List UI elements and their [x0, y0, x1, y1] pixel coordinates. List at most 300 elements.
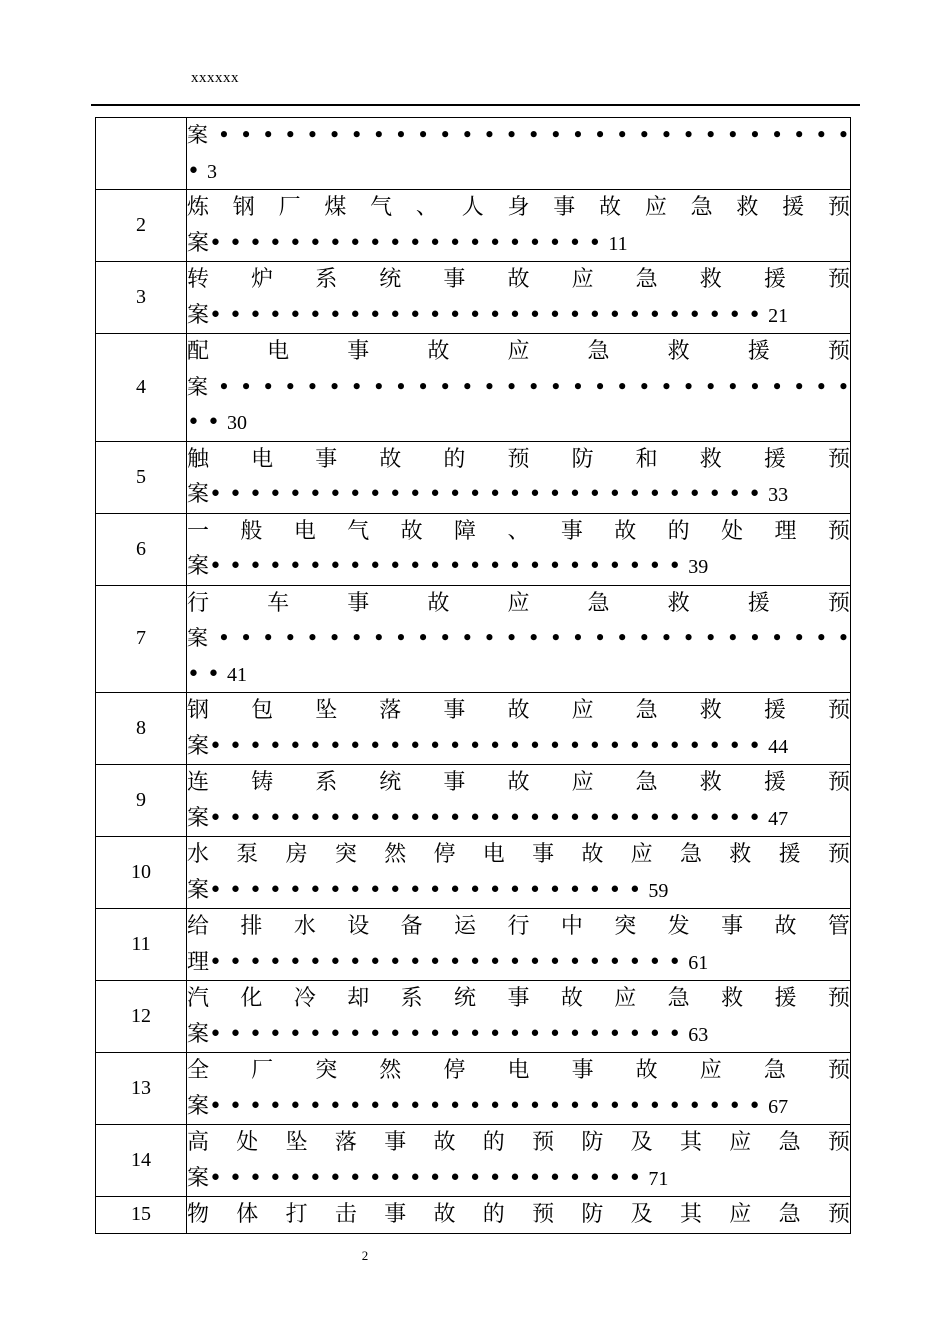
toc-glyph: 应 [571, 698, 594, 723]
toc-glyph: 高 [187, 1130, 210, 1155]
toc-entry-line [187, 765, 850, 801]
toc-glyph: 应 [729, 1130, 752, 1155]
toc-glyph: • [770, 626, 784, 650]
toc-entry-line [187, 442, 850, 478]
toc-glyph: 系 [315, 770, 338, 795]
toc-glyph: 炉 [251, 267, 274, 292]
toc-page-ref: 3 [206, 160, 217, 183]
toc-page-ref: 67 [768, 1095, 789, 1118]
toc-glyph: 预 [827, 339, 850, 364]
toc-glyph: 事 [571, 1058, 594, 1083]
toc-entry-line [187, 477, 850, 513]
toc-glyph: 故 [507, 267, 530, 292]
toc-glyph: • [549, 626, 562, 650]
toc-glyph: 急 [763, 1058, 786, 1083]
toc-row-number: 11 [96, 909, 187, 981]
toc-glyph: 故 [599, 195, 622, 220]
toc-glyph: • [261, 626, 275, 650]
toc-glyph: 事 [443, 770, 466, 795]
toc-entry-line [187, 1017, 850, 1053]
toc-glyph: • [394, 123, 408, 147]
toc-glyph: 人 [461, 195, 484, 220]
toc-glyph: 救 [721, 986, 744, 1011]
toc-glyph: • [394, 626, 408, 650]
toc-glyph: 应 [571, 267, 594, 292]
toc-glyph: 预 [827, 518, 850, 544]
toc-glyph: 一 [187, 518, 210, 544]
toc-entry [187, 190, 851, 262]
toc-glyph: 事 [384, 1202, 407, 1227]
toc-glyph: 障 [454, 518, 477, 544]
toc-entry [187, 765, 851, 837]
toc-glyph: 突 [315, 1058, 338, 1083]
toc-glyph: • [306, 123, 319, 147]
toc-glyph: 急 [667, 986, 690, 1011]
toc-glyph: • [527, 123, 540, 147]
toc-glyph: 包 [251, 698, 274, 723]
toc-glyph: 急 [587, 590, 610, 616]
toc-row-number: 3 [96, 262, 187, 334]
toc-glyph: 击 [334, 1202, 357, 1227]
toc-entry-line [187, 801, 850, 837]
toc-glyph: 冷 [293, 986, 316, 1011]
toc-entry-line [187, 154, 850, 190]
toc-glyph: • [770, 123, 784, 147]
toc-glyph: 事 [721, 914, 744, 939]
toc-glyph: • [615, 374, 629, 399]
toc-glyph: • [284, 626, 297, 650]
toc-glyph: • [549, 374, 562, 399]
toc-glyph: 援 [747, 590, 770, 616]
toc-entry-line [187, 1197, 850, 1233]
toc-glyph: 援 [763, 267, 786, 292]
toc-glyph: 泵 [236, 842, 259, 867]
toc-glyph: 然 [379, 1058, 402, 1083]
toc-entry-line [187, 1089, 850, 1125]
toc-glyph: • [815, 123, 828, 147]
toc-glyph: 发 [667, 914, 690, 939]
toc-glyph: 炼 [187, 195, 210, 220]
toc-row-number: 7 [96, 585, 187, 693]
toc-glyph: • [815, 626, 828, 650]
toc-entry-line [187, 909, 850, 945]
toc-glyph: 化 [240, 986, 263, 1011]
toc-glyph: 救 [699, 446, 722, 472]
toc-glyph: • [682, 374, 695, 399]
toc-glyph: 厂 [251, 1058, 274, 1083]
toc-glyph: 其 [679, 1130, 702, 1155]
toc-glyph: 统 [379, 770, 402, 795]
toc-glyph: 的 [482, 1130, 505, 1155]
toc-page-ref: 71 [648, 1167, 669, 1190]
toc-glyph: 坠 [285, 1130, 308, 1155]
toc-glyph: • [217, 374, 231, 399]
toc-glyph: • [837, 374, 850, 399]
toc-glyph: 系 [315, 267, 338, 292]
toc-glyph: 预 [827, 590, 850, 616]
toc-row-number: 4 [96, 334, 187, 442]
toc-glyph: 急 [635, 770, 658, 795]
toc-glyph: 铸 [251, 770, 274, 795]
toc-glyph: 中 [560, 914, 583, 939]
toc-glyph: 救 [667, 590, 690, 616]
toc-leader: 案• • • • • • • • • • • • • • • • • • • • • • • • • • • • [187, 482, 769, 507]
toc-glyph: 配 [187, 339, 210, 364]
toc-glyph: 急 [778, 1130, 801, 1155]
toc-leader: 案• • • • • • • • • • • • • • • • • • • • [187, 230, 609, 256]
toc-table [95, 117, 851, 1234]
toc-entry [187, 1053, 851, 1125]
toc-glyph: • [571, 626, 585, 650]
toc-glyph: 的 [667, 518, 690, 544]
toc-page-ref: 44 [768, 735, 789, 758]
toc-row-number [96, 118, 187, 190]
toc-leader: 案• • • • • • • • • • • • • • • • • • • • • • • • • • • • [187, 1093, 769, 1119]
toc-glyph: • [328, 123, 341, 147]
toc-entry-line [187, 190, 850, 226]
toc-row [96, 837, 851, 909]
toc-glyph: 故 [507, 698, 530, 723]
toc-glyph: 预 [827, 986, 850, 1011]
toc-glyph: • [615, 626, 629, 650]
toc-leader: 案• • • • • • • • • • • • • • • • • • • • • • • • • • • • [187, 805, 769, 831]
toc-glyph: • [748, 123, 762, 147]
toc-glyph: 援 [763, 446, 786, 472]
toc-row-number: 14 [96, 1125, 187, 1197]
toc-glyph: 及 [630, 1202, 653, 1227]
toc-glyph: 运 [454, 914, 477, 939]
toc-entry-line [187, 226, 850, 262]
toc-glyph: • [261, 123, 275, 147]
toc-entry-line [187, 405, 850, 441]
toc-entry-line [187, 1125, 850, 1161]
toc-glyph: 备 [400, 914, 423, 939]
toc-glyph: • [682, 123, 695, 147]
toc-glyph: 故 [581, 842, 604, 867]
toc-entry-line [187, 837, 850, 873]
toc-glyph: • [660, 374, 673, 399]
toc-glyph: 钢 [232, 195, 255, 220]
toc-glyph: • [748, 626, 762, 650]
toc-entry-line [187, 621, 850, 657]
toc-glyph: 和 [635, 446, 658, 472]
toc-glyph: • [239, 374, 253, 399]
toc-row [96, 190, 851, 262]
toc-glyph: 水 [187, 842, 210, 867]
toc-row-number: 6 [96, 513, 187, 585]
toc-glyph: 行 [507, 914, 530, 939]
toc-glyph: 预 [532, 1202, 555, 1227]
toc-row [96, 1053, 851, 1125]
toc-glyph: 电 [293, 518, 316, 544]
toc-entry-line [187, 514, 850, 550]
toc-glyph: 电 [267, 339, 290, 364]
toc-row-number: 9 [96, 765, 187, 837]
toc-glyph: • [461, 123, 474, 147]
toc-glyph: 却 [347, 986, 370, 1011]
toc-glyph: 救 [729, 842, 752, 867]
toc-glyph: • [704, 374, 717, 399]
toc-page-ref: 63 [688, 1023, 709, 1046]
toc-glyph: • [328, 626, 341, 650]
toc-glyph: 电 [251, 446, 274, 472]
toc-glyph: • [615, 123, 629, 147]
toc-entry-line [187, 693, 850, 729]
toc-glyph: • [438, 123, 452, 147]
toc-glyph: 事 [553, 195, 576, 220]
toc-glyph: • [815, 374, 828, 399]
toc-glyph: 打 [285, 1202, 308, 1227]
toc-glyph: 车 [267, 590, 290, 616]
toc-entry-line [187, 945, 850, 981]
toc-glyph: • [593, 374, 607, 399]
toc-glyph: • [527, 626, 540, 650]
toc-entry-line [187, 1053, 850, 1089]
toc-leader: • • [187, 661, 227, 687]
toc-leader: • [187, 158, 207, 184]
toc-entry-line [187, 657, 850, 693]
toc-glyph: • [792, 626, 806, 650]
toc-glyph: 预 [827, 446, 850, 472]
toc-leader: • • [187, 410, 227, 435]
toc-row [96, 334, 851, 442]
toc-glyph: 案 [187, 123, 208, 147]
toc-glyph: 故 [400, 518, 423, 544]
toc-row-number: 5 [96, 441, 187, 513]
toc-glyph: 应 [507, 590, 530, 616]
toc-glyph: 然 [384, 842, 407, 867]
toc-glyph: • [748, 374, 762, 399]
toc-glyph: 防 [581, 1202, 604, 1227]
toc-row [96, 981, 851, 1053]
toc-glyph: 预 [827, 770, 850, 795]
toc-glyph: 急 [635, 267, 658, 292]
toc-glyph: • [438, 374, 452, 399]
running-header: xxxxxx [191, 70, 239, 86]
toc-glyph: 预 [507, 446, 530, 472]
toc-glyph: 的 [443, 446, 466, 472]
toc-glyph: 援 [747, 339, 770, 364]
toc-glyph: • [505, 123, 518, 147]
toc-glyph: 及 [630, 1130, 653, 1155]
toc-entry-line [187, 1161, 850, 1197]
toc-glyph: • [306, 374, 319, 399]
toc-glyph: 触 [187, 446, 210, 472]
toc-body [96, 118, 851, 1234]
toc-glyph: • [416, 374, 430, 399]
toc-glyph: 应 [644, 195, 667, 220]
toc-glyph: • [726, 626, 739, 650]
toc-glyph: 事 [443, 267, 466, 292]
toc-glyph: • [306, 626, 319, 650]
toc-entry [187, 441, 851, 513]
toc-glyph: • [726, 123, 739, 147]
toc-leader: 案• • • • • • • • • • • • • • • • • • • • • • • • • • • • [187, 302, 769, 328]
toc-glyph: • [416, 123, 430, 147]
toc-leader: 案• • • • • • • • • • • • • • • • • • • • • • [187, 1165, 649, 1191]
toc-glyph: • [461, 374, 474, 399]
toc-glyph: 事 [443, 698, 466, 723]
toc-glyph: 预 [827, 195, 850, 220]
toc-glyph: 落 [379, 698, 402, 723]
toc-glyph: 汽 [187, 986, 210, 1011]
toc-glyph: 事 [532, 842, 555, 867]
toc-row-number: 15 [96, 1197, 187, 1234]
toc-glyph: 故 [560, 986, 583, 1011]
toc-page-ref: 61 [688, 951, 709, 974]
toc-glyph: 气 [370, 195, 393, 220]
toc-leader: 案• • • • • • • • • • • • • • • • • • • • • • [187, 877, 649, 903]
toc-glyph: • [792, 374, 806, 399]
toc-entry-line [187, 334, 850, 370]
toc-row [96, 765, 851, 837]
toc-glyph: • [505, 626, 518, 650]
toc-entry-line [187, 873, 850, 909]
toc-glyph: • [837, 626, 850, 650]
toc-glyph: 系 [400, 986, 423, 1011]
toc-entry-line [187, 586, 850, 622]
toc-row-number: 12 [96, 981, 187, 1053]
toc-glyph: 应 [507, 339, 530, 364]
toc-entry [187, 513, 851, 585]
toc-row-number: 10 [96, 837, 187, 909]
toc-entry [187, 585, 851, 693]
toc-glyph: • [372, 123, 385, 147]
toc-glyph: 行 [187, 590, 210, 616]
toc-leader: 案• • • • • • • • • • • • • • • • • • • • • • • • [187, 554, 689, 579]
toc-glyph: • [792, 123, 806, 147]
toc-row-number: 8 [96, 693, 187, 765]
toc-glyph: • [682, 626, 695, 650]
toc-glyph: • [217, 626, 231, 650]
toc-glyph: 急 [690, 195, 713, 220]
toc-glyph: 般 [240, 518, 263, 544]
toc-glyph: • [704, 626, 717, 650]
toc-glyph: 预 [827, 1130, 850, 1155]
toc-page-ref: 30 [226, 412, 247, 434]
toc-entry [187, 909, 851, 981]
toc-row [96, 585, 851, 693]
toc-glyph: 急 [587, 339, 610, 364]
toc-glyph: • [549, 123, 562, 147]
toc-glyph: 体 [236, 1202, 259, 1227]
toc-glyph: 应 [729, 1202, 752, 1227]
toc-row [96, 1125, 851, 1197]
toc-glyph: • [350, 626, 363, 650]
toc-glyph: 理 [774, 518, 797, 544]
toc-row-number: 2 [96, 190, 187, 262]
toc-glyph: 的 [482, 1202, 505, 1227]
toc-row-number: 13 [96, 1053, 187, 1125]
toc-glyph: 应 [614, 986, 637, 1011]
toc-glyph: 故 [427, 590, 450, 616]
toc-leader: 案• • • • • • • • • • • • • • • • • • • • • • • • [187, 1021, 689, 1047]
toc-glyph: 煤 [324, 195, 347, 220]
toc-glyph: 援 [763, 770, 786, 795]
toc-glyph: 救 [699, 770, 722, 795]
toc-glyph: 统 [454, 986, 477, 1011]
toc-glyph: 急 [679, 842, 702, 867]
toc-glyph: 事 [507, 986, 530, 1011]
toc-glyph: • [770, 374, 784, 399]
toc-page-ref: 41 [226, 663, 247, 686]
toc-glyph: • [372, 626, 385, 650]
toc-entry [187, 837, 851, 909]
toc-glyph: • [527, 374, 540, 399]
toc-glyph: 故 [433, 1130, 456, 1155]
toc-glyph: 故 [635, 1058, 658, 1083]
toc-entry-line [187, 118, 850, 154]
toc-glyph: 预 [532, 1130, 555, 1155]
page-number: 2 [361, 1248, 369, 1263]
toc-glyph: 事 [347, 339, 370, 364]
toc-glyph: 预 [827, 698, 850, 723]
toc-glyph: • [438, 626, 452, 650]
toc-glyph: 物 [187, 1202, 210, 1227]
toc-glyph: 事 [347, 590, 370, 616]
toc-entry [187, 334, 851, 442]
toc-glyph: 援 [782, 195, 805, 220]
toc-glyph: 事 [315, 446, 338, 472]
toc-page-ref: 59 [648, 879, 669, 902]
toc-entry-line [187, 549, 850, 585]
toc-glyph: • [638, 626, 651, 650]
toc-page-ref: 21 [768, 304, 789, 327]
toc-row [96, 513, 851, 585]
toc-glyph: 救 [736, 195, 759, 220]
toc-glyph: • [726, 374, 739, 399]
toc-glyph: 全 [187, 1058, 210, 1083]
toc-glyph: • [284, 123, 297, 147]
toc-glyph: • [571, 123, 585, 147]
toc-glyph: 援 [763, 698, 786, 723]
toc-glyph: 应 [571, 770, 594, 795]
toc-glyph: 救 [699, 267, 722, 292]
toc-glyph: 设 [347, 914, 370, 939]
toc-glyph: • [505, 374, 518, 399]
toc-glyph: 故 [614, 518, 637, 544]
toc-entry [187, 1197, 851, 1234]
toc-glyph: 处 [721, 518, 744, 544]
toc-glyph: 事 [560, 518, 583, 544]
toc-glyph: 排 [240, 914, 263, 939]
toc-glyph: 停 [443, 1058, 466, 1083]
toc-page-ref: 33 [768, 484, 789, 506]
toc-glyph: • [837, 123, 850, 147]
toc-leader: 案• • • • • • • • • • • • • • • • • • • • • • • • • • • • [187, 733, 769, 759]
toc-glyph: 水 [293, 914, 316, 939]
toc-glyph: • [461, 626, 474, 650]
toc-entry-line [187, 729, 850, 765]
toc-entry [187, 118, 851, 190]
toc-page-ref: 11 [608, 232, 628, 255]
toc-glyph: 气 [347, 518, 370, 544]
toc-glyph: • [372, 374, 385, 399]
toc-glyph: 援 [778, 842, 801, 867]
toc-page-ref: 47 [768, 807, 789, 830]
toc-glyph: • [239, 123, 253, 147]
toc-glyph: 防 [581, 1130, 604, 1155]
toc-glyph: 援 [774, 986, 797, 1011]
toc-glyph: 防 [571, 446, 594, 472]
toc-glyph: 房 [285, 842, 308, 867]
toc-glyph: 管 [827, 914, 850, 939]
toc-glyph: 预 [827, 1202, 850, 1227]
toc-glyph: • [416, 626, 430, 650]
toc-glyph: 坠 [315, 698, 338, 723]
toc-glyph: • [350, 123, 363, 147]
toc-glyph: 转 [187, 267, 210, 292]
